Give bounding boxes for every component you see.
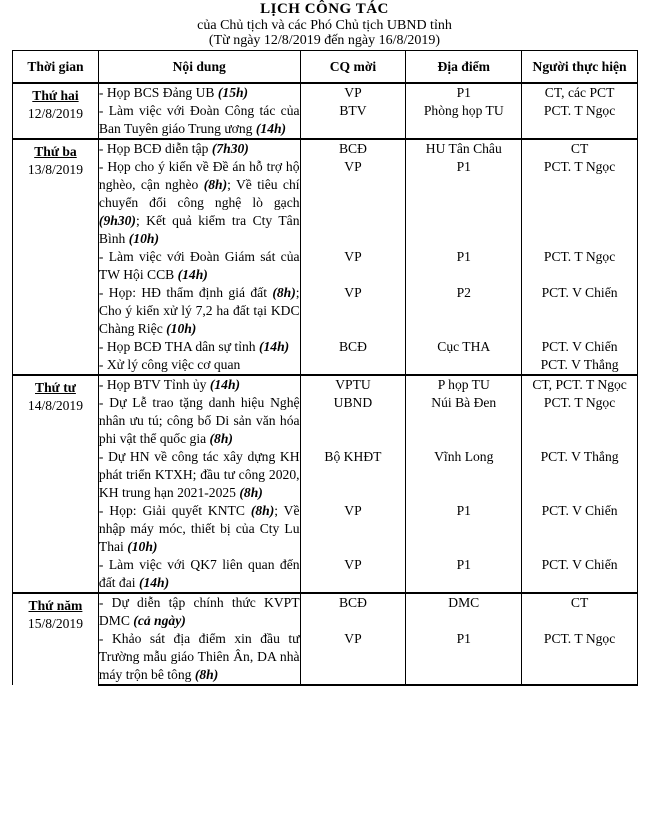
time-note: (8h) bbox=[239, 485, 263, 500]
place-cell bbox=[406, 356, 522, 375]
place-cell: Núi Bà Đen bbox=[406, 394, 522, 448]
person-cell: PCT. V Thắng bbox=[522, 356, 638, 375]
person-cell: PCT. V Chiến bbox=[522, 338, 638, 356]
content-text: - Dự HN về công tác xây dựng KH phát triển KTXH; đầu tư công 2020, KH trung hạn 2021-2025 bbox=[98, 449, 300, 500]
document-subtitle: của Chủ tịch và các Phó Chủ tịch UBND tỉnh bbox=[197, 18, 452, 33]
content-text: - Làm việc với Đoàn Giám sát của TW Hội CCB bbox=[98, 249, 300, 282]
content-cell bbox=[98, 593, 300, 630]
person-cell: PCT. V Thắng bbox=[522, 448, 638, 502]
content-text: - Dự Lễ trao tặng danh hiệu Nghệ nhân ưu tú; công bố Di sản văn hóa phi vật thể quốc gia bbox=[98, 395, 300, 446]
day-cell bbox=[13, 593, 99, 685]
col-header-inviter: CQ mời bbox=[300, 51, 406, 84]
place-cell: P1 bbox=[406, 248, 522, 284]
day-name: Thứ hai bbox=[32, 88, 79, 103]
inviter-cell: Bộ KHĐT bbox=[300, 448, 406, 502]
time-note: (15h) bbox=[217, 85, 249, 100]
place-cell: P1 bbox=[406, 158, 522, 248]
document-date-range: (Từ ngày 12/8/2019 đến ngày 16/8/2019) bbox=[208, 33, 441, 48]
inviter-cell: VP bbox=[300, 158, 406, 248]
content-cell bbox=[98, 102, 300, 139]
content-cell bbox=[98, 502, 300, 556]
schedule-row bbox=[13, 556, 638, 593]
person-cell: PCT. V Chiến bbox=[522, 284, 638, 338]
content-text: - Xử lý công việc cơ quan bbox=[98, 357, 241, 372]
schedule-row bbox=[13, 338, 638, 356]
time-note: (10h) bbox=[127, 539, 158, 554]
place-cell: HU Tân Châu bbox=[406, 139, 522, 158]
inviter-cell: VP bbox=[300, 83, 406, 102]
time-note: (cả ngày) bbox=[133, 613, 186, 628]
place-cell: P1 bbox=[406, 630, 522, 685]
content-text: - Khảo sát địa điểm xin đầu tư Trường mẫu giáo Thiên Ân, DA nhà máy trộn bê tông bbox=[98, 631, 300, 682]
inviter-cell: BCĐ bbox=[300, 139, 406, 158]
schedule-body bbox=[13, 83, 638, 685]
person-cell: CT bbox=[522, 593, 638, 630]
inviter-cell: VP bbox=[300, 284, 406, 338]
day-name: Thứ tư bbox=[35, 380, 76, 395]
time-note: (8h) bbox=[203, 177, 228, 192]
place-cell: Phòng họp TU bbox=[406, 102, 522, 139]
schedule-row bbox=[13, 248, 638, 284]
schedule-row bbox=[13, 448, 638, 502]
content-cell bbox=[98, 630, 300, 685]
content-cell bbox=[98, 139, 300, 158]
content-cell bbox=[98, 248, 300, 284]
content-cell bbox=[98, 394, 300, 448]
col-header-time: Thời gian bbox=[13, 51, 99, 84]
content-text: - Họp BTV Tỉnh ủy bbox=[98, 377, 210, 392]
schedule-row bbox=[13, 593, 638, 630]
day-date: 15/8/2019 bbox=[27, 616, 84, 631]
content-cell bbox=[98, 448, 300, 502]
inviter-cell bbox=[300, 356, 406, 375]
document-header bbox=[0, 1, 649, 48]
schedule-row bbox=[13, 158, 638, 248]
time-note: (14h) bbox=[209, 377, 241, 392]
content-text: - Làm việc với Đoàn Công tác của Ban Tuyên giáo Trung ương bbox=[98, 103, 300, 136]
time-note: (10h) bbox=[128, 231, 159, 246]
content-text: ; Về tiêu chí chuyển đổi công nghệ lò gạch bbox=[98, 177, 300, 210]
inviter-cell: VP bbox=[300, 556, 406, 593]
content-cell bbox=[98, 338, 300, 356]
inviter-cell: VPTU bbox=[300, 375, 406, 394]
content-cell bbox=[98, 284, 300, 338]
inviter-cell: VP bbox=[300, 248, 406, 284]
place-cell: Cục THA bbox=[406, 338, 522, 356]
content-cell bbox=[98, 356, 300, 375]
content-text: - Họp BCS Đảng UB bbox=[98, 85, 218, 100]
content-text: ; Kết quả kiểm tra Cty Tân Bình bbox=[98, 213, 300, 246]
content-cell bbox=[98, 375, 300, 394]
document-title: LỊCH CÔNG TÁC bbox=[260, 1, 389, 17]
content-text: - Dự diễn tập chính thức KVPT DMC bbox=[98, 595, 300, 628]
time-note: (14h) bbox=[138, 575, 170, 590]
schedule-row bbox=[13, 502, 638, 556]
inviter-cell: VP bbox=[300, 630, 406, 685]
person-cell: CT, các PCT bbox=[522, 83, 638, 102]
schedule-row bbox=[13, 139, 638, 158]
schedule-row bbox=[13, 394, 638, 448]
person-cell: PCT. T Ngọc bbox=[522, 248, 638, 284]
day-name: Thứ năm bbox=[28, 598, 83, 613]
time-note: (14h) bbox=[255, 121, 287, 136]
schedule-row bbox=[13, 356, 638, 375]
time-note: (14h) bbox=[177, 267, 208, 282]
day-date: 12/8/2019 bbox=[27, 106, 84, 121]
place-cell: P1 bbox=[406, 83, 522, 102]
person-cell: CT, PCT. T Ngọc bbox=[522, 375, 638, 394]
person-cell: CT bbox=[522, 139, 638, 158]
content-text: ; Cho ý kiến xử lý 7,2 ha đất tại KDC Chàng Riệc bbox=[98, 285, 300, 336]
schedule-row bbox=[13, 102, 638, 139]
person-cell: PCT. V Chiến bbox=[522, 502, 638, 556]
content-text: - Họp BCĐ THA dân sự tỉnh bbox=[98, 339, 259, 354]
content-text: - Làm việc với QK7 liên quan đến đất đai bbox=[98, 557, 300, 590]
content-text: - Họp cho ý kiến về Đề án hỗ trợ hộ nghèo, cận nghèo bbox=[98, 159, 300, 192]
inviter-cell: UBND bbox=[300, 394, 406, 448]
content-cell bbox=[98, 556, 300, 593]
place-cell: P1 bbox=[406, 502, 522, 556]
time-note: (8h) bbox=[209, 431, 233, 446]
time-note: (14h) bbox=[258, 339, 290, 354]
day-date: 13/8/2019 bbox=[27, 162, 84, 177]
day-cell bbox=[13, 375, 99, 593]
content-text: - Họp BCĐ diễn tập bbox=[98, 141, 212, 156]
person-cell: PCT. T Ngọc bbox=[522, 102, 638, 139]
place-cell: P1 bbox=[406, 556, 522, 593]
time-note: (10h) bbox=[166, 321, 197, 336]
col-header-place: Địa điểm bbox=[406, 51, 522, 84]
day-date: 14/8/2019 bbox=[27, 398, 84, 413]
col-header-person: Người thực hiện bbox=[522, 51, 638, 84]
time-note: (7h30) bbox=[211, 141, 249, 156]
place-cell: P2 bbox=[406, 284, 522, 338]
schedule-row bbox=[13, 284, 638, 338]
place-cell: P họp TU bbox=[406, 375, 522, 394]
day-cell bbox=[13, 83, 99, 139]
person-cell: PCT. V Chiến bbox=[522, 556, 638, 593]
content-cell bbox=[98, 83, 300, 102]
person-cell: PCT. T Ngọc bbox=[522, 394, 638, 448]
col-header-content: Nội dung bbox=[98, 51, 300, 84]
day-cell bbox=[13, 139, 99, 375]
schedule-row bbox=[13, 375, 638, 394]
time-note: (8h) bbox=[250, 503, 275, 518]
inviter-cell: BCĐ bbox=[300, 338, 406, 356]
day-name: Thứ ba bbox=[34, 144, 77, 159]
header-row bbox=[13, 51, 638, 84]
schedule-row bbox=[13, 630, 638, 685]
inviter-cell: BTV bbox=[300, 102, 406, 139]
schedule-row bbox=[13, 83, 638, 102]
content-text: - Họp: Giải quyết KNTC bbox=[98, 503, 251, 518]
inviter-cell: BCĐ bbox=[300, 593, 406, 630]
person-cell: PCT. T Ngọc bbox=[522, 158, 638, 248]
place-cell: Vĩnh Long bbox=[406, 448, 522, 502]
time-note: (8h) bbox=[194, 667, 219, 682]
time-note: (9h30) bbox=[98, 213, 136, 228]
content-text: - Họp: HĐ thẩm định giá đất bbox=[98, 285, 273, 300]
place-cell: DMC bbox=[406, 593, 522, 630]
person-cell: PCT. T Ngọc bbox=[522, 630, 638, 685]
schedule-table bbox=[12, 50, 638, 686]
content-cell bbox=[98, 158, 300, 248]
inviter-cell: VP bbox=[300, 502, 406, 556]
time-note: (8h) bbox=[272, 285, 296, 300]
content-text: ; Về nhập máy móc, thiết bị của Cty Lu Thai bbox=[98, 503, 300, 554]
